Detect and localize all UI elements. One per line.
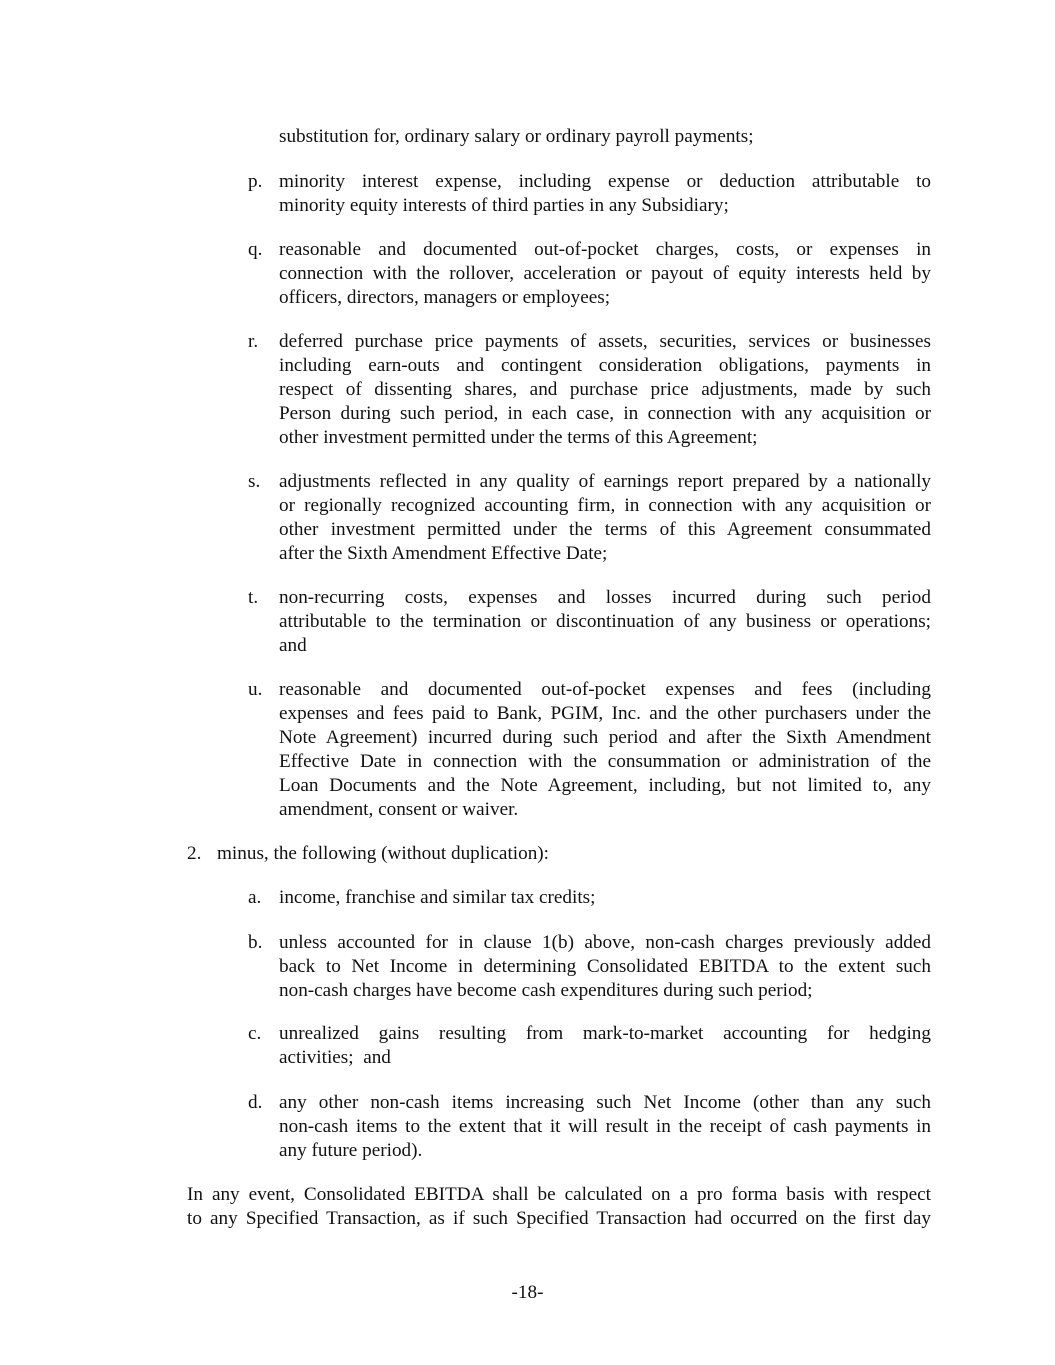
item-s-line-4: after the Sixth Amendment Effective Date; [279,543,608,564]
item-label-t: t. [248,587,259,608]
closing-line-2: to any Specified Transaction, as if such Specified Transaction had occurred on the first day [187,1208,931,1229]
item-s-line-3: other investment permitted under the terms of this Agreement consummated [279,519,931,540]
item-label-b: b. [248,932,263,953]
item-r-line-1: deferred purchase price payments of assets, securities, services or businesses [279,331,931,352]
item-a-line-1: income, franchise and similar tax credits; [279,887,596,908]
item-label-a: a. [248,887,262,908]
item-s-line-1: adjustments reflected in any quality of earnings report prepared by a nationally [279,471,931,492]
item-label-p: p. [248,171,263,192]
item-c-line-2: activities; and [279,1047,391,1068]
item-label-r: r. [248,331,259,352]
item-u-line-1: reasonable and documented out-of-pocket expenses and fees (including [279,679,931,700]
item-p-line-1: minority interest expense, including expense or deduction attributable to [279,171,931,192]
item-c-line-1: unrealized gains resulting from mark-to-market accounting for hedging [279,1023,931,1044]
item-q-line-1: reasonable and documented out-of-pocket charges, costs, or expenses in [279,239,931,260]
item-label-d: d. [248,1092,263,1113]
item-u-line-2: expenses and fees paid to Bank, PGIM, Inc. and the other purchasers under the [279,703,931,724]
item-t-line-3: and [279,635,307,656]
item-label-s: s. [248,471,261,492]
item-b-line-3: non-cash charges have become cash expenditures during such period; [279,980,813,1001]
item-s-line-2: or regionally recognized accounting firm, in connection with any acquisition or [279,495,931,516]
item-p-line-2: minority equity interests of third parties in any Subsidiary; [279,195,729,216]
item-u-line-3: Note Agreement) incurred during such period and after the Sixth Amendment [279,727,931,748]
item-r-line-5: other investment permitted under the terms of this Agreement; [279,427,758,448]
item-b-line-1: unless accounted for in clause 1(b) above, non-cash charges previously added [279,932,931,953]
item-d-line-3: any future period). [279,1140,423,1161]
section-2-label: 2. [187,843,202,864]
item-t-line-1: non-recurring costs, expenses and losses incurred during such period [279,587,931,608]
item-d-line-1: any other non-cash items increasing such Net Income (other than any such [279,1092,931,1113]
item-b-line-2: back to Net Income in determining Consolidated EBITDA to the extent such [279,956,931,977]
item-q-line-2: connection with the rollover, acceleration or payout of equity interests held by [279,263,931,284]
item-r-line-4: Person during such period, in each case, in connection with any acquisition or [279,403,931,424]
item-label-u: u. [248,679,263,700]
intro-line: substitution for, ordinary salary or ordinary payroll payments; [279,126,754,147]
item-u-line-4: Effective Date in connection with the consummation or administration of the [279,751,931,772]
item-u-line-5: Loan Documents and the Note Agreement, including, but not limited to, any [279,775,931,796]
item-u-line-6: amendment, consent or waiver. [279,799,519,820]
item-label-q: q. [248,239,263,260]
closing-line-1: In any event, Consolidated EBITDA shall be calculated on a pro forma basis with respect [187,1184,931,1205]
page-number: -18- [511,1282,544,1303]
item-r-line-2: including earn-outs and contingent consideration obligations, payments in [279,355,931,376]
item-d-line-2: non-cash items to the extent that it will result in the receipt of cash payments in [279,1116,931,1137]
item-r-line-3: respect of dissenting shares, and purchase price adjustments, made by such [279,379,931,400]
item-label-c: c. [248,1023,262,1044]
section-2-text: minus, the following (without duplication): [217,843,550,864]
item-q-line-3: officers, directors, managers or employees; [279,287,611,308]
item-t-line-2: attributable to the termination or discontinuation of any business or operations; [279,611,931,632]
